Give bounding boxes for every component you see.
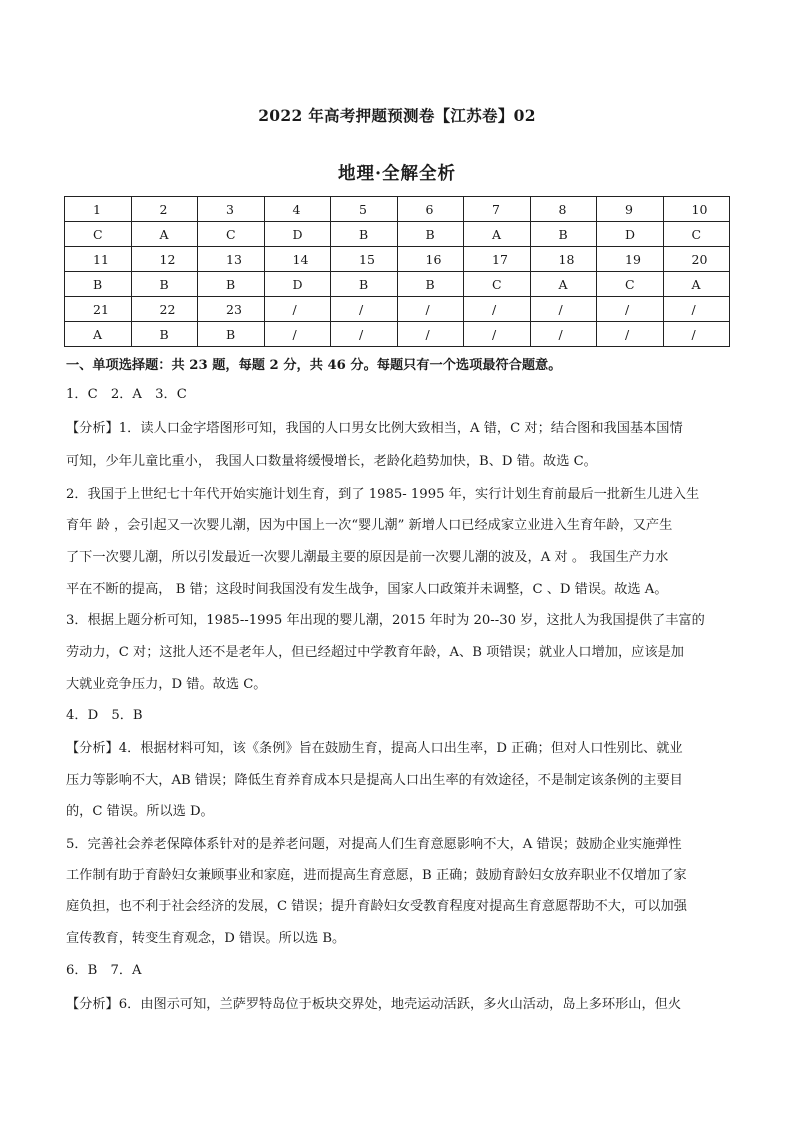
table-cell: B: [331, 272, 398, 297]
table-cell: 17: [464, 247, 531, 272]
table-cell: A: [65, 322, 132, 347]
text-line: 【分析】6．由图示可知，兰萨罗特岛位于板块交界处，地壳运动活跃，多火山活动，岛上多环形山，但火: [66, 997, 682, 1012]
text-line: 的，C 错误。所以选 D。: [66, 804, 214, 819]
table-cell: 5: [331, 197, 398, 222]
table-cell: /: [464, 297, 531, 322]
table-cell: D: [264, 222, 331, 247]
text-line: 4．D 5．B: [66, 708, 143, 723]
table-cell: /: [530, 322, 597, 347]
table-cell: 9: [597, 197, 664, 222]
text-line: 了下一次婴儿潮，所以引发最近一次婴儿潮最主要的原因是前一次婴儿潮的波及，A 对 。 我国生产力水: [66, 550, 669, 565]
table-cell: A: [530, 272, 597, 297]
section-heading: 一、单项选择题：共 23 题，每题 2 分，共 46 分。每题只有一个选项最符合题意。: [66, 358, 562, 373]
table-cell: B: [530, 222, 597, 247]
table-cell: B: [198, 272, 265, 297]
table-cell: /: [530, 297, 597, 322]
table-cell: 1: [65, 197, 132, 222]
text-line: 3．根据上题分析可知，1985--1995 年出现的婴儿潮，2015 年时为 20--30 岁，这批人为我国提供了丰富的: [66, 613, 705, 628]
table-cell: /: [464, 322, 531, 347]
text-line: 【分析】4．根据材料可知，该《条例》旨在鼓励生育，提高人口出生率，D 正确；但对人口性别比、就业: [66, 741, 683, 756]
table-cell: 10: [663, 197, 730, 222]
table-cell: /: [663, 297, 730, 322]
table-cell: A: [131, 222, 198, 247]
text-line: 6．B 7．A: [66, 963, 142, 978]
table-cell: 6: [397, 197, 464, 222]
answer-row: [65, 222, 730, 247]
table-cell: C: [597, 272, 664, 297]
table-cell: /: [597, 322, 664, 347]
table-cell: /: [331, 322, 398, 347]
table-cell: B: [397, 222, 464, 247]
document-title: 2022 年高考押题预测卷【江苏卷】02: [258, 106, 536, 125]
table-cell: 15: [331, 247, 398, 272]
table-cell: /: [331, 297, 398, 322]
table-cell: 16: [397, 247, 464, 272]
table-cell: C: [65, 222, 132, 247]
table-cell: 3: [198, 197, 265, 222]
question-number-row: [65, 247, 730, 272]
text-line: 2．我国于上世纪七十年代开始实施计划生育，到了 1985- 1995 年，实行计划生育前最后一批新生儿进入生: [66, 487, 700, 502]
table-cell: 14: [264, 247, 331, 272]
table-cell: B: [65, 272, 132, 297]
table-cell: /: [264, 322, 331, 347]
table-cell: /: [663, 322, 730, 347]
text-line: 【分析】1．读人口金字塔图形可知，我国的人口男女比例大致相当，A 错，C 对；结合图和我国基本国情: [66, 421, 683, 436]
text-line: 劳动力，C 对；这批人还不是老年人，但已经超过中学教育年龄，A、B 项错误；就业人口增加，应该是加: [66, 645, 684, 660]
text-line: 庭负担，也不利于社会经济的发展，C 错误；提升育龄妇女受教育程度对提高生育意愿帮助不大，可以加强: [66, 899, 687, 914]
table-cell: 19: [597, 247, 664, 272]
document-subtitle: 地理·全解全析: [337, 164, 457, 184]
table-cell: D: [264, 272, 331, 297]
table-cell: B: [198, 322, 265, 347]
table-cell: B: [397, 272, 464, 297]
text-line: 1．C 2．A 3．C: [66, 387, 187, 402]
question-number-row: [65, 297, 730, 322]
text-line: 工作制有助于育龄妇女兼顾事业和家庭，进而提高生育意愿，B 正确；鼓励育龄妇女放弃职业不仅增加了家: [66, 868, 687, 883]
answer-table: [64, 196, 730, 347]
table-cell: B: [131, 272, 198, 297]
question-number-row: [65, 197, 730, 222]
text-line: 宣传教育，转变生育观念，D 错误。所以选 B。: [66, 931, 346, 946]
table-cell: /: [397, 297, 464, 322]
table-cell: 8: [530, 197, 597, 222]
text-line: 大就业竞争压力，D 错。故选 C。: [66, 677, 267, 692]
table-cell: 11: [65, 247, 132, 272]
table-cell: 12: [131, 247, 198, 272]
table-cell: C: [663, 222, 730, 247]
text-line: 可知，少年儿童比重小， 我国人口数量将缓慢增长，老龄化趋势加快，B、D 错。故选 C。: [66, 454, 597, 469]
table-cell: A: [663, 272, 730, 297]
table-cell: 21: [65, 297, 132, 322]
table-cell: 22: [131, 297, 198, 322]
text-line: 平在不断的提高， B 错；这段时间我国没有发生战争，国家人口政策并未调整，C 、D 错误。故选 A。: [66, 582, 668, 597]
answer-row: [65, 272, 730, 297]
table-cell: C: [198, 222, 265, 247]
table-cell: /: [597, 297, 664, 322]
table-cell: 13: [198, 247, 265, 272]
table-cell: C: [464, 272, 531, 297]
table-cell: 4: [264, 197, 331, 222]
table-cell: 7: [464, 197, 531, 222]
table-cell: A: [464, 222, 531, 247]
text-line: 5．完善社会养老保障体系针对的是养老问题，对提高人们生育意愿影响不大，A 错误；鼓励企业实施弹性: [66, 837, 682, 852]
table-cell: 23: [198, 297, 265, 322]
text-line: 育年 龄 ，会引起又一次婴儿潮，因为中国上一次“婴儿潮” 新增人口已经成家立业进入生育年龄，又产生: [66, 518, 673, 533]
answer-row: [65, 322, 730, 347]
text-line: 压力等影响不大，AB 错误；降低生育养育成本只是提高人口出生率的有效途径，不是制定该条例的主要目: [66, 773, 683, 788]
table-cell: 20: [663, 247, 730, 272]
table-cell: 18: [530, 247, 597, 272]
table-cell: /: [397, 322, 464, 347]
table-cell: B: [331, 222, 398, 247]
table-cell: 2: [131, 197, 198, 222]
table-cell: /: [264, 297, 331, 322]
table-cell: D: [597, 222, 664, 247]
table-cell: B: [131, 322, 198, 347]
